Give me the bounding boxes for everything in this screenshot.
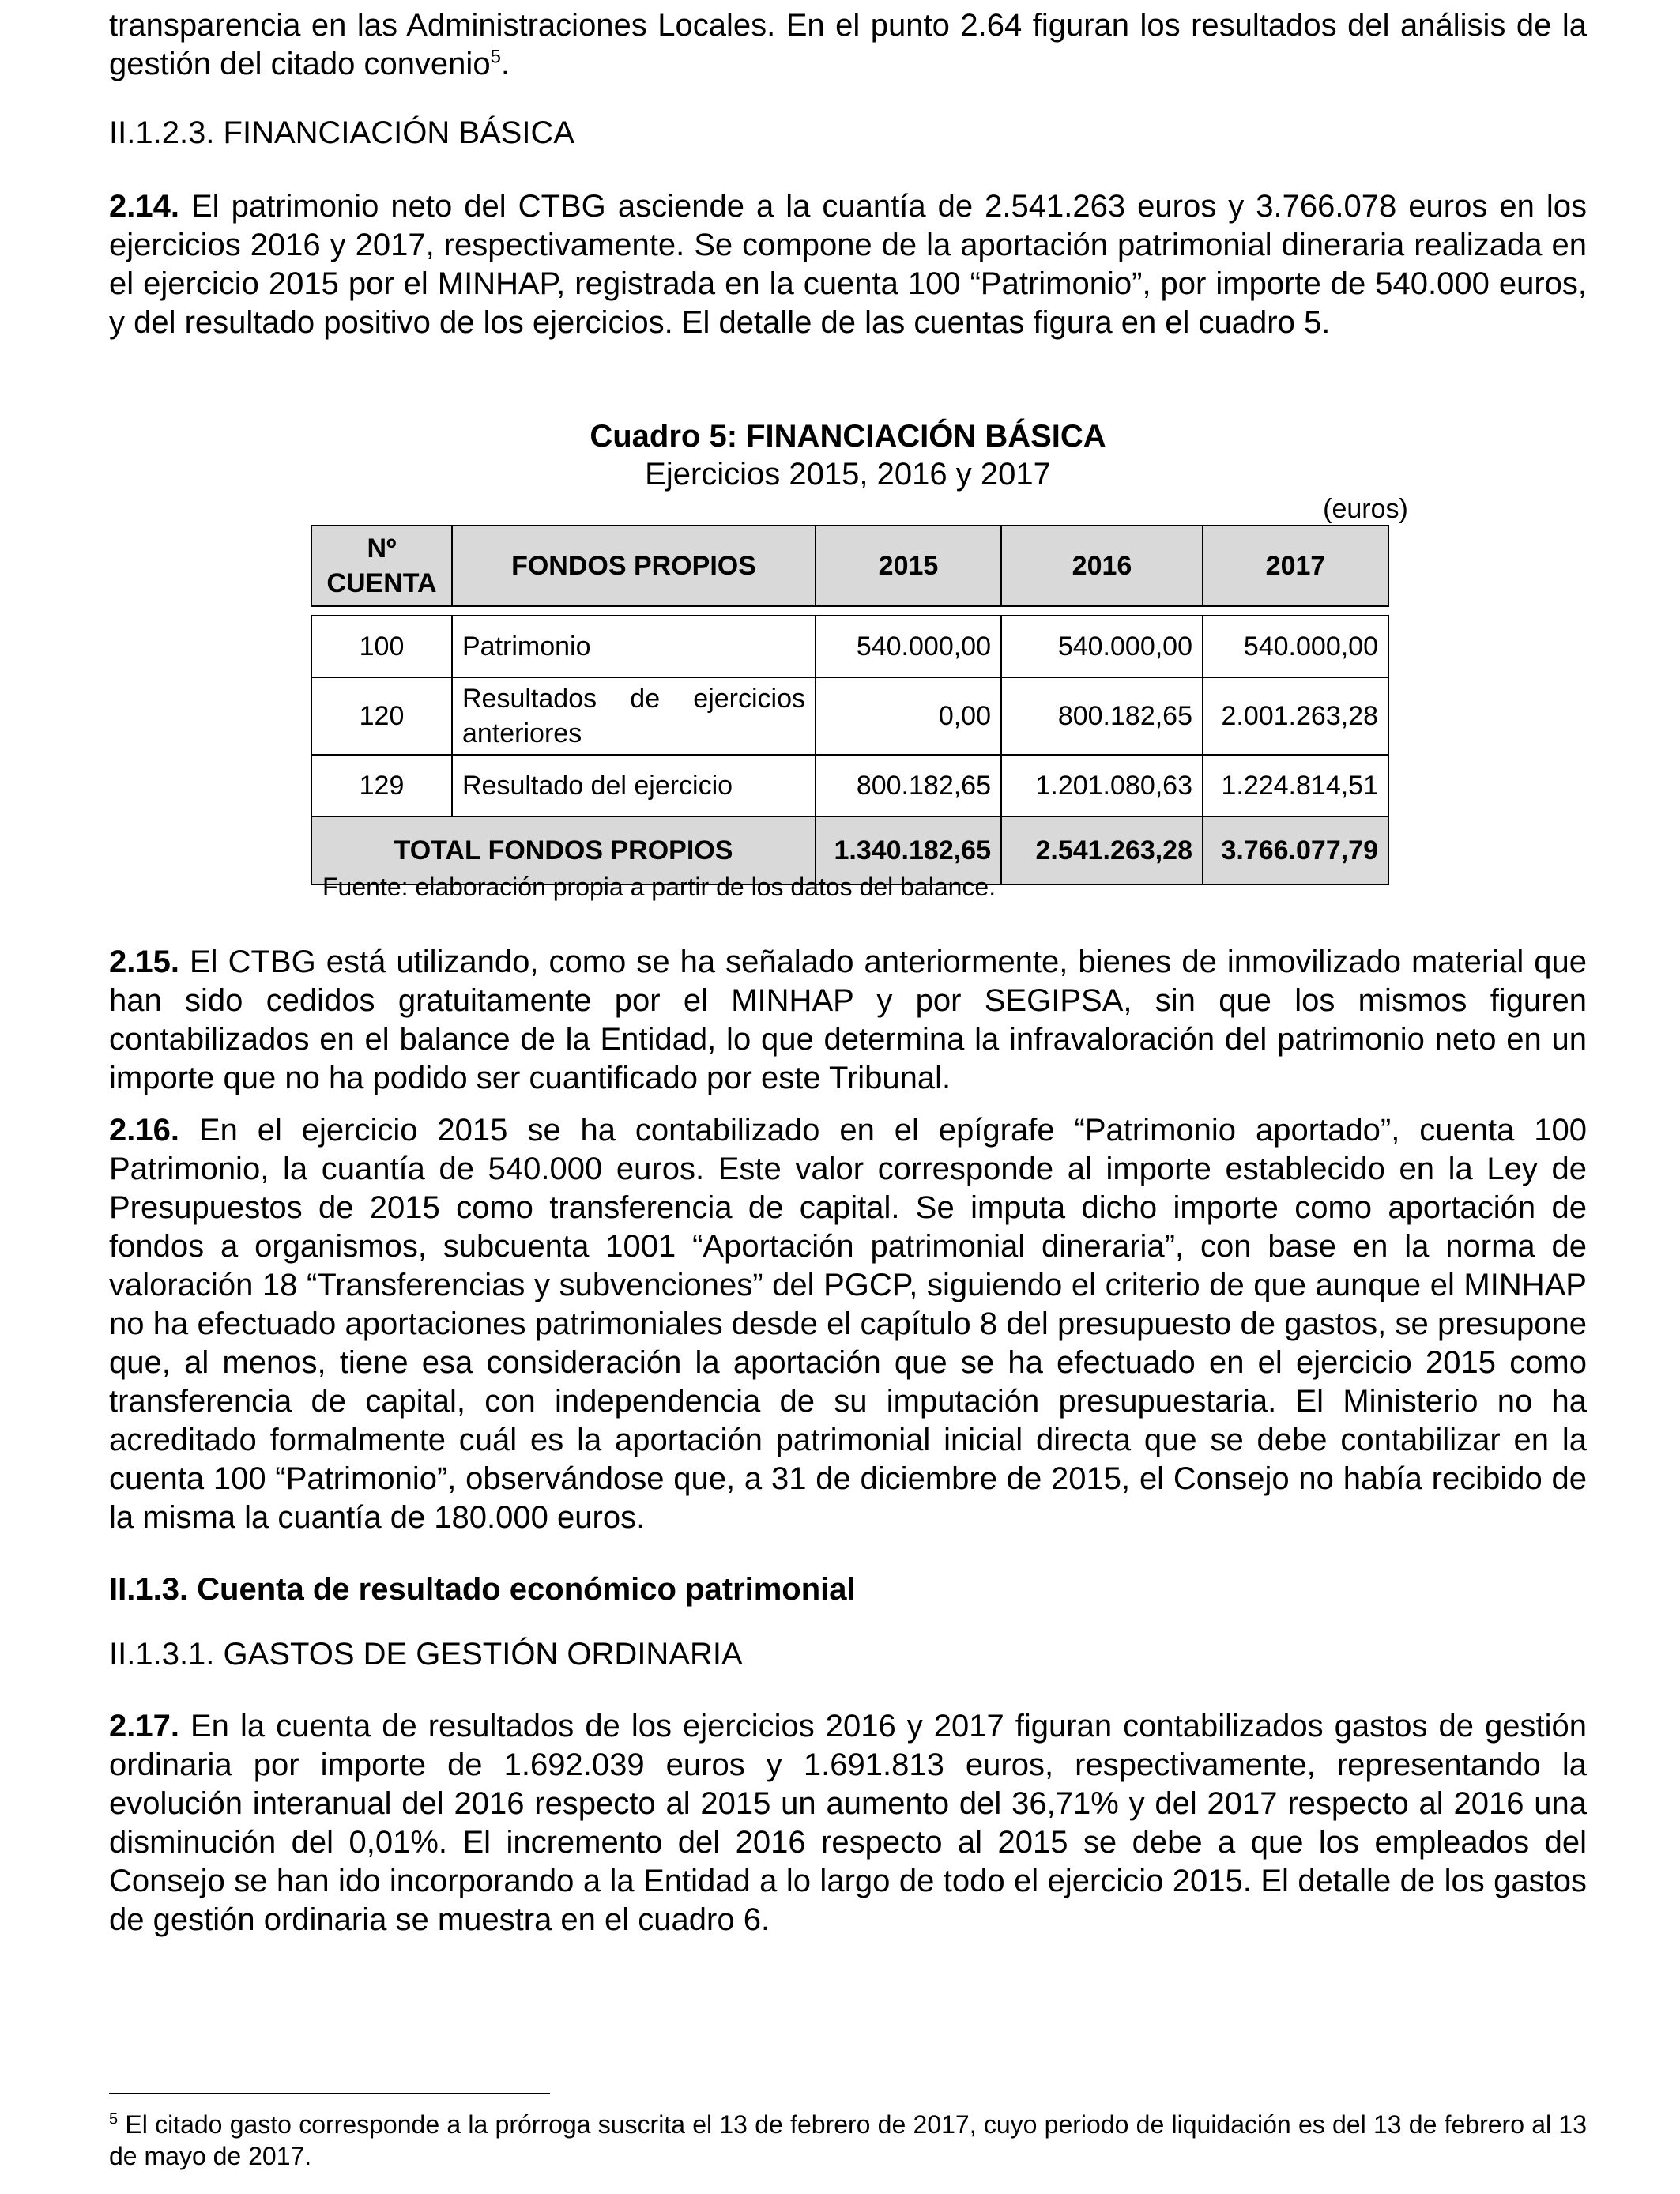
table-title: Cuadro 5: FINANCIACIÓN BÁSICA [590, 419, 1106, 454]
paragraph-number: 2.14. [109, 189, 179, 224]
table-row [311, 616, 1388, 677]
table-unit: (euros) [1323, 494, 1408, 524]
table-spacer [311, 606, 1388, 616]
table-source: Fuente: elaboración propia a partir de los datos del balance. [322, 873, 996, 901]
cell-2015: 800.182,65 [816, 755, 1001, 816]
paragraph-2-17: 2.17. En la cuenta de resultados de los ejercicios 2016 y 2017 figuran contabilizados gastos de gestión ordinaria por importe de 1.692.039 euros y 1.691.813 euros, respectivamente, representando la evolución interanual del 2016 respecto al 2015 un aumento del 36,71% y del 2017 respecto al 2016 una disminución del 0,01%. El incremento del 2016 respecto al 2015 se debe a que los empleados del Consejo se han ido incorporando a la Entidad a lo largo de todo el ejercicio 2015. El detalle de los gastos de gestión ordinaria se muestra en el cuadro 6. [109, 1709, 1587, 1937]
total-label: TOTAL FONDOS PROPIOS [311, 816, 816, 884]
cell-2017: 2.001.263,28 [1203, 677, 1388, 755]
financiacion-basica-table [311, 525, 1389, 885]
total-2017: 3.766.077,79 [1203, 816, 1388, 884]
table-row [311, 677, 1388, 755]
header-2015: 2015 [816, 526, 1001, 606]
table-header-row [311, 526, 1388, 606]
header-concept: FONDOS PROPIOS [452, 526, 816, 606]
cell-account: 129 [311, 755, 452, 816]
table-subtitle: Ejercicios 2015, 2016 y 2017 [645, 457, 1051, 492]
cell-2016: 1.201.080,63 [1001, 755, 1203, 816]
paragraph-2-15: 2.15. El CTBG está utilizando, como se ha señalado anteriormente, bienes de inmovilizado material que han sido cedidos gratuitamente por el MINHAP y por SEGIPSA, sin que los mismos figuren contabilizados en el balance de la Entidad, lo que determina la infravaloración del patrimonio neto en un importe que no ha podido ser cuantificado por este Tribunal. [109, 944, 1587, 1095]
paragraph-2-16: 2.16. En el ejercicio 2015 se ha contabilizado en el epígrafe “Patrimonio aportado”, cuenta 100 Patrimonio, la cuantía de 540.000 euros. Este valor corresponde al importe establecido en la Ley de Presupuestos de 2015 como transferencia de capital. Se imputa dicho importe como aportación de fondos a organismos, subcuenta 1001 “Aportación patrimonial dineraria”, con base en la norma de valoración 18 “Transferencias y subvenciones” del PGCP, siguiendo el criterio de que aunque el MINHAP no ha efectuado aportaciones patrimoniales desde el capítulo 8 del presupuesto de gastos, se presupone que, al menos, tiene esa consideración la aportación que se ha efectuado en el ejercicio 2015 como transferencia de capital, con independencia de su imputación presupuestaria. El Ministerio no ha acreditado formalmente cuál es la aportación patrimonial inicial directa que se debe contabilizar en la cuenta 100 “Patrimonio”, observándose que, a 31 de diciembre de 2015, el Consejo no había recibido de la misma la cuantía de 180.000 euros. [109, 1113, 1587, 1535]
cell-2017: 540.000,00 [1203, 616, 1388, 677]
total-2015: 1.340.182,65 [816, 816, 1001, 884]
section-heading-gastos-gestion: II.1.3.1. GASTOS DE GESTIÓN ORDINARIA [109, 1637, 743, 1672]
cell-concept: Resultado del ejercicio [452, 755, 816, 816]
cell-concept: Resultados de ejercicios anteriores [452, 677, 816, 755]
cell-account: 100 [311, 616, 452, 677]
table-row [311, 755, 1388, 816]
header-2016: 2016 [1001, 526, 1203, 606]
footnote-mark: 5 [109, 2110, 119, 2128]
cell-2015: 540.000,00 [816, 616, 1001, 677]
header-account: Nº CUENTA [311, 526, 452, 606]
footnote-separator [109, 2093, 550, 2094]
footnote: $^5$ El citado gasto corresponde a la prórroga suscrita el 13 de febrero de 2017, cuyo periodo de liquidación es del 13 de febrero al 13 de mayo de 2017. [109, 2110, 1587, 2170]
cell-2017: 1.224.814,51 [1203, 755, 1388, 816]
footnote-reference[interactable]: 5 [490, 46, 501, 68]
total-2016: 2.541.263,28 [1001, 816, 1203, 884]
section-heading-cuenta-resultado: II.1.3. Cuenta de resultado económico patrimonial [109, 1572, 856, 1607]
paragraph-number: 2.17. [109, 1709, 179, 1744]
paragraph-number: 2.16. [109, 1113, 179, 1148]
cell-2015: 0,00 [816, 677, 1001, 755]
section-heading-financiacion-basica: II.1.2.3. FINANCIACIÓN BÁSICA [109, 115, 575, 150]
paragraph-number: 2.15. [109, 944, 179, 979]
cell-2016: 800.182,65 [1001, 677, 1203, 755]
cell-2016: 540.000,00 [1001, 616, 1203, 677]
cell-account: 120 [311, 677, 452, 755]
paragraph-2-14: 2.14. El patrimonio neto del CTBG asciende a la cuantía de 2.541.263 euros y 3.766.078 euros en los ejercicios 2016 y 2017, respectivamente. Se compone de la aportación patrimonial dineraria realizada en el ejercicio 2015 por el MINHAP, registrada en la cuenta 100 “Patrimonio”, por importe de 540.000 euros, y del resultado positivo de los ejercicios. El detalle de las cuentas figura en el cuadro 5. [109, 189, 1587, 340]
header-2017: 2017 [1203, 526, 1388, 606]
cell-concept: Patrimonio [452, 616, 816, 677]
intro-paragraph: transparencia en las Administraciones Locales. En el punto 2.64 figuran los resultados del análisis de la gestión del citado convenio$^5$. [109, 8, 1587, 81]
